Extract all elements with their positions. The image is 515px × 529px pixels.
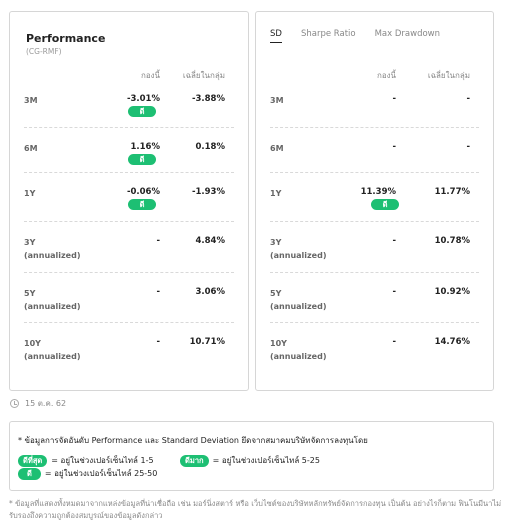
average-value: 14.76% xyxy=(434,337,470,347)
date-text: 15 ต.ค. 62 xyxy=(25,399,67,408)
fund-value: - xyxy=(392,236,396,246)
row-divider xyxy=(270,272,479,273)
period-sublabel: (annualized) xyxy=(270,302,327,311)
average-value: 10.92% xyxy=(434,287,470,297)
row-divider xyxy=(270,322,479,323)
fund-value: 1.16% xyxy=(130,142,160,152)
row-label xyxy=(270,187,281,200)
period-sublabel: (annualized) xyxy=(270,352,327,361)
row-divider xyxy=(24,127,234,128)
legend-item-best xyxy=(18,454,154,467)
performance-title: Performance xyxy=(26,32,106,45)
risk-card xyxy=(255,11,494,391)
column-header-average: เฉลี่ยในกลุ่ม xyxy=(182,71,225,80)
row-divider xyxy=(24,221,234,222)
fund-value: - xyxy=(156,287,160,297)
average-value: -3.88% xyxy=(191,94,225,104)
row-label xyxy=(270,337,327,363)
row-label xyxy=(270,236,327,262)
row-label xyxy=(24,287,81,313)
period-label: 3M xyxy=(24,96,38,105)
fund-value: 11.39% xyxy=(360,187,396,197)
row-divider xyxy=(270,172,479,173)
row-label xyxy=(270,142,284,155)
fund-value: - xyxy=(156,236,160,246)
row-label xyxy=(24,94,38,107)
legend-text: = อยู่ในช่วงเปอร์เซ็นไทล์ 1-5 xyxy=(51,456,154,465)
fund-value: - xyxy=(392,337,396,347)
period-label: 3Y xyxy=(24,238,36,247)
clock-icon xyxy=(10,399,19,408)
average-value: -1.93% xyxy=(191,187,225,197)
period-label: 10Y xyxy=(270,339,287,348)
average-value: 4.84% xyxy=(195,236,225,246)
badge-best: ดีที่สุด xyxy=(18,455,47,467)
row-divider xyxy=(270,127,479,128)
period-sublabel: (annualized) xyxy=(24,302,81,311)
row-label xyxy=(24,236,81,262)
fund-value: - xyxy=(392,287,396,297)
badge-good: ดี xyxy=(18,468,41,480)
average-value: 11.77% xyxy=(434,187,470,197)
rating-badge: ดี xyxy=(128,199,156,210)
period-label: 5Y xyxy=(24,289,36,298)
rating-badge: ดี xyxy=(128,154,156,165)
row-label xyxy=(24,337,81,363)
fund-value: -3.01% xyxy=(126,94,160,104)
period-label: 6M xyxy=(24,144,38,153)
row-label xyxy=(270,287,327,313)
period-label: 1Y xyxy=(270,189,282,198)
legend-item-good xyxy=(18,467,157,480)
period-label: 1Y xyxy=(24,189,36,198)
period-sublabel: (annualized) xyxy=(24,352,81,361)
period-label: 5Y xyxy=(270,289,282,298)
row-divider xyxy=(24,172,234,173)
column-header-fund: กองนี้ xyxy=(140,71,160,80)
row-label xyxy=(24,187,35,200)
period-sublabel: (annualized) xyxy=(24,251,81,260)
performance-card xyxy=(9,11,249,391)
period-sublabel: (annualized) xyxy=(270,251,327,260)
legend-text: = อยู่ในช่วงเปอร์เซ็นไทล์ 5-25 xyxy=(212,456,320,465)
disclaimer-footnote: * ข้อมูลที่แสดงทั้งหมดมาจากแหล่งข้อมูลที่น่าเชื่อถือ เช่น มอร์นิ่งสตาร์ หรือ เว็บไซต์ของบริษัทหลักทรัพย์จัดการกองทุน เป็นต้น อย่างไรก็ตาม ฟินโนมีนาไม่รับรองถึงความถูกต้องสมบูรณ์ของข้อมูลดังกล่าว xyxy=(9,499,502,520)
risk-tabs xyxy=(270,29,459,43)
fund-value: - xyxy=(392,94,396,104)
row-label xyxy=(24,142,38,155)
period-label: 3Y xyxy=(270,238,282,247)
rating-badge: ดี xyxy=(371,199,399,210)
row-divider xyxy=(270,221,479,222)
average-value: 10.71% xyxy=(189,337,225,347)
fund-value: - xyxy=(392,142,396,152)
average-value: 10.78% xyxy=(434,236,470,246)
column-header-average: เฉลี่ยในกลุ่ม xyxy=(427,71,470,80)
rating-badge: ดี xyxy=(128,106,156,117)
tab-sharpe-ratio[interactable]: Sharpe Ratio xyxy=(300,29,356,39)
performance-subtitle: (CG-RMF) xyxy=(26,47,62,56)
legend-item-very-good xyxy=(180,454,320,467)
row-divider xyxy=(24,272,234,273)
tab-max-drawdown[interactable]: Max Drawdown xyxy=(374,29,441,39)
average-value: 0.18% xyxy=(195,142,225,152)
data-date xyxy=(10,397,66,410)
legend-note: * ข้อมูลการจัดอันดับ Performance และ Standard Deviation ยึดจากสมาคมบริษัทจัดการลงทุนโดย xyxy=(18,436,368,445)
column-header-fund: กองนี้ xyxy=(376,71,396,80)
legend-box xyxy=(9,421,494,491)
average-value: - xyxy=(466,142,470,152)
period-label: 3M xyxy=(270,96,284,105)
badge-very-good: ดีมาก xyxy=(180,455,209,467)
row-label xyxy=(270,94,284,107)
average-value: - xyxy=(466,94,470,104)
legend-text: = อยู่ในช่วงเปอร์เซ็นไทล์ 25-50 xyxy=(44,469,158,478)
tab-sd[interactable]: SD xyxy=(270,29,282,43)
period-label: 6M xyxy=(270,144,284,153)
average-value: 3.06% xyxy=(195,287,225,297)
row-divider xyxy=(24,322,234,323)
fund-value: - xyxy=(156,337,160,347)
period-label: 10Y xyxy=(24,339,41,348)
fund-value: -0.06% xyxy=(126,187,160,197)
